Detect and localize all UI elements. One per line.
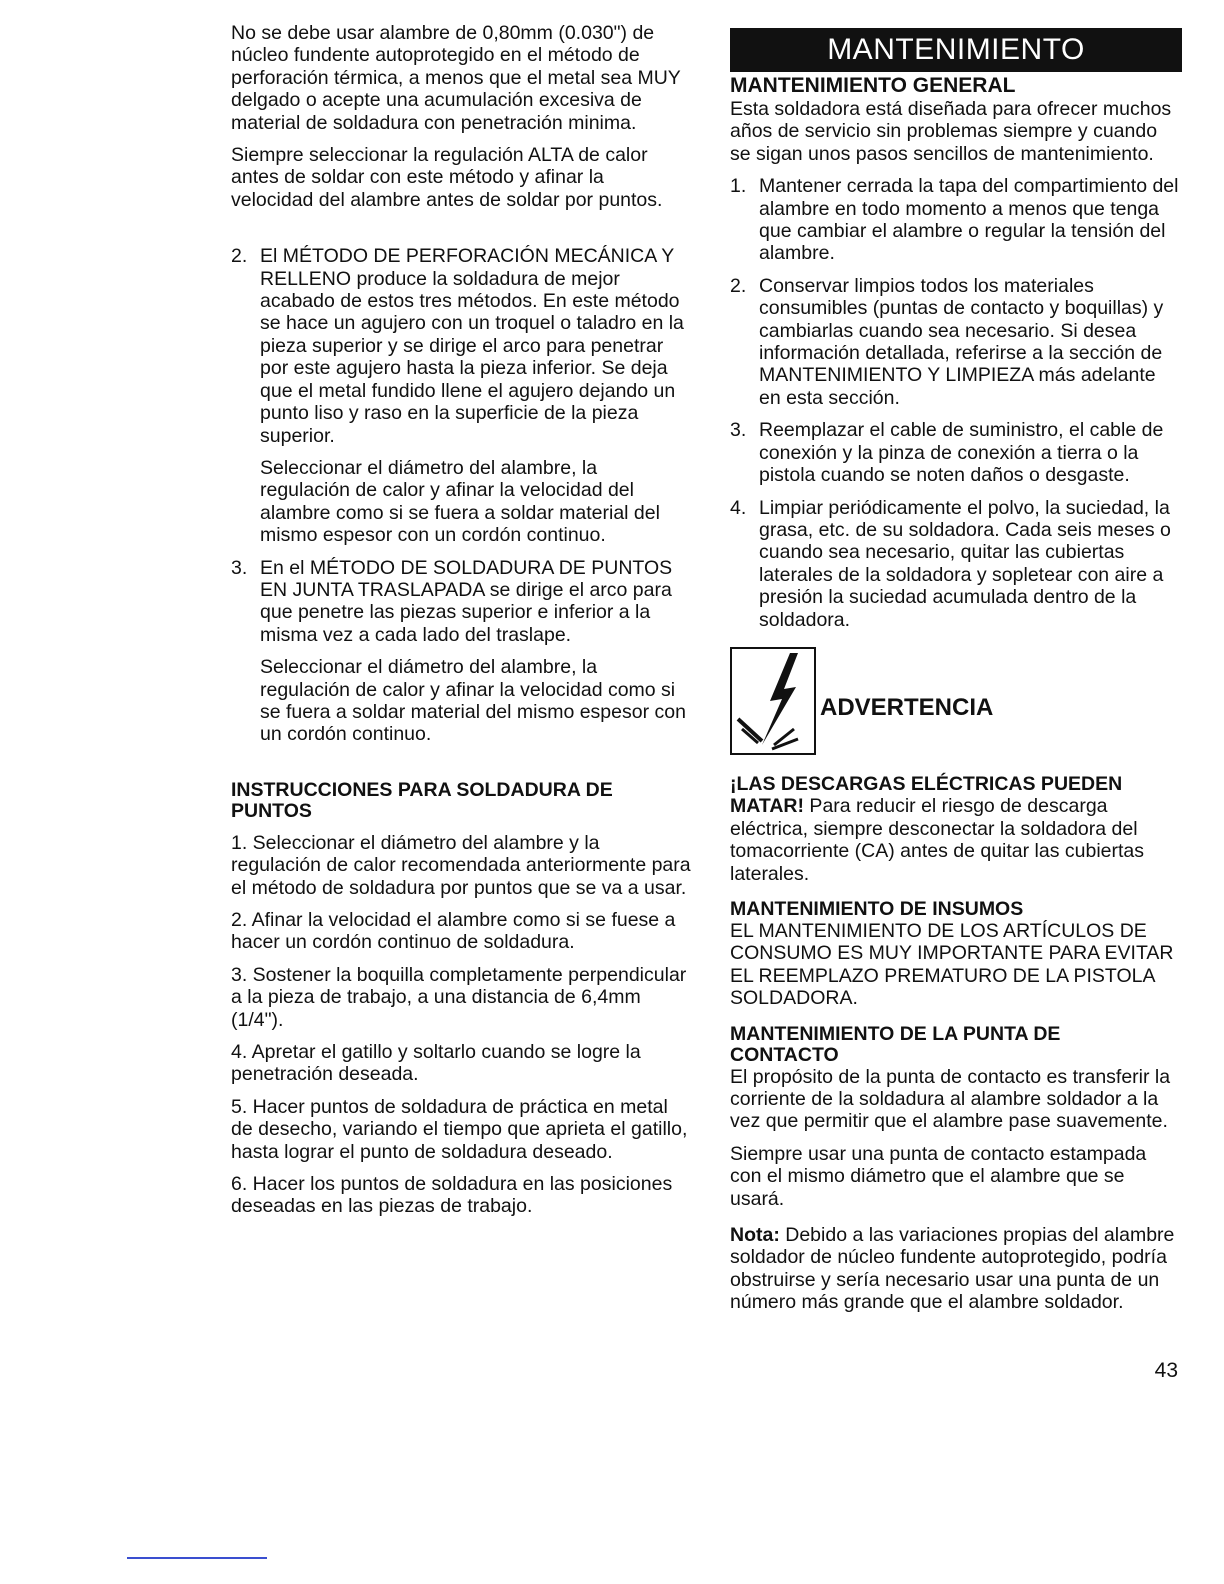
general-maintenance-heading: MANTENIMIENTO GENERAL [730,74,1016,97]
list-item [730,175,1182,265]
contact-tip-paragraph-1: El propósito de la punta de contacto es transferir la corriente de la soldadura al alambre soldador a la vez que permitir que el alambre pase suavemente. [730,1065,1171,1133]
contact-tip-paragraph-2: Siempre usar una punta de contacto estampada con el mismo diámetro que el alambre que se usará. [730,1142,1147,1210]
right-column [730,28,1182,1324]
method-2-description: El MÉTODO DE PERFORACIÓN MECÁNICA Y RELLENO produce la soldadura de mejor acabado de estos tres métodos. En este método se hace un agujero con un troquel o taladro en la pieza superior y se dirige el arco para penetrar por este agujero hasta la pieza inferior. Se deja que el metal fundido llene el agujero dejando un punto liso y raso en la superficie de la pieza superior. [260,245,684,447]
list-item-method-2 [231,245,691,546]
list-item-number: 1. [730,175,747,198]
list-item [730,497,1182,631]
step-item: 1. Seleccionar el diámetro del alambre y la regulación de calor recomendada anteriormente para el método de soldadura por puntos que se va a usar. [231,831,691,899]
note-label: Nota: [730,1224,780,1247]
footer-divider [127,1557,267,1559]
note-text: Debido a las variaciones propias del alambre soldador de núcleo fundente autoprotegido, podría obstruirse y sería necesario usar una punta de un número más grande que el alambre soldador. [730,1224,1175,1314]
list-item-text: Limpiar periódicamente el polvo, la suciedad, la grasa, etc. de su soldadora. Cada seis meses o cuando sea necesario, quitar las cubiertas laterales de la soldadora y sopletear con aire a presión la suciedad acumulada dentro de la soldadora. [759,496,1171,631]
list-item-text: Mantener cerrada la tapa del compartimiento del alambre en todo momento a menos que tenga que cambiar el alambre o regular la tensión del alambre. [759,175,1179,265]
spot-welding-steps [231,832,691,1218]
list-item-number: 3. [730,419,747,442]
list-item-method-3 [231,557,691,746]
warning-body: Para reducir el riesgo de descarga eléctrica, siempre desconectar la soldadora del tomacorriente (CA) antes de quitar las cubiertas laterales. [730,795,1145,885]
method-3-settings: Seleccionar el diámetro del alambre, la regulación de calor y afinar la velocidad como si se fuera a soldar material del mismo espesor con un cordón continuo. [260,656,686,746]
step-item: 6. Hacer los puntos de soldadura en las posiciones deseadas en las piezas de trabajo. [231,1173,673,1218]
warning-text [730,773,1182,885]
list-item-number: 3. [231,556,248,579]
note-paragraph [730,1224,1182,1314]
step-item: 4. Apretar el gatillo y soltarlo cuando se logre la penetración deseada. [231,1041,641,1086]
page-number: 43 [1154,1359,1178,1382]
list-item-text: Conservar limpios todos los materiales consumibles (puntas de contacto y boquillas) y cambiarlas cuando sea necesario. Si desea información detallada, referirse a la sección de MANTENIMIENTO Y LIMPIEZA más adelante en esta sección. [759,274,1164,409]
left-column [231,22,691,1228]
intro-paragraph-1: No se debe usar alambre de 0,80mm (0.030") de núcleo fundente autoprotegido en el método de perforación térmica, a menos que el metal sea MUY delgado o acepte una acumulación excesiva de material de soldadura con penetración minima. [231,22,681,134]
list-item [730,419,1182,486]
list-item-text: Reemplazar el cable de suministro, el cable de conexión y la pinza de conexión a tierra o la pistola cuando se noten daños o desgaste. [759,419,1164,487]
list-item-number: 2. [231,245,248,268]
warning-bold-lead: ¡LAS DESCARGAS ELÉCTRICAS PUEDEN MATAR! [730,772,1123,818]
list-item [730,275,1182,409]
section-banner: MANTENIMIENTO [730,28,1182,72]
method-3-description: En el MÉTODO DE SOLDADURA DE PUNTOS EN JUNTA TRASLAPADA se dirige el arco para que penetre las piezas superior e inferior a la misma vez a cada lado del traslape. [260,556,673,646]
consumables-heading: MANTENIMIENTO DE INSUMOS [730,897,1024,920]
warning-block [730,647,1182,755]
electric-shock-warning-icon [730,647,816,755]
contact-tip-heading: MANTENIMIENTO DE LA PUNTA DE CONTACTO [730,1022,1061,1066]
method-2-settings: Seleccionar el diámetro del alambre, la regulación de calor y afinar la velocidad del alambre como si se fuera a soldar material del mismo espesor con un cordón continuo. [260,456,660,547]
intro-paragraph-2: Siempre seleccionar la regulación ALTA de calor antes de soldar con este método y afinar la velocidad del alambre antes de soldar por puntos. [231,144,663,211]
spot-welding-heading: INSTRUCCIONES PARA SOLDADURA DE PUNTOS [231,778,613,822]
consumables-text: EL MANTENIMIENTO DE LOS ARTÍCULOS DE CONSUMO ES MUY IMPORTANTE PARA EVITAR EL REEMPLAZO PREMATURO DE LA PISTOLA SOLDADORA. [730,919,1174,1010]
step-item: 3. Sostener la boquilla completamente perpendicular a la pieza de trabajo, a una distancia de 6,4mm (1/4"). [231,963,687,1031]
general-intro: Esta soldadora está diseñada para ofrecer muchos años de servicio sin problemas siempre y cuando se sigan unos pasos sencillos de mantenimiento. [730,98,1172,165]
warning-title: ADVERTENCIA [820,693,994,721]
step-item: 5. Hacer puntos de soldadura de práctica en metal de desecho, variando el tiempo que aprieta el gatillo, hasta lograr el punto de soldadura deseado. [231,1095,688,1163]
step-item: 2. Afinar la velocidad el alambre como si se fuese a hacer un cordón continuo de soldadura. [231,909,676,954]
list-item-number: 2. [730,274,747,297]
list-item-number: 4. [730,496,747,519]
